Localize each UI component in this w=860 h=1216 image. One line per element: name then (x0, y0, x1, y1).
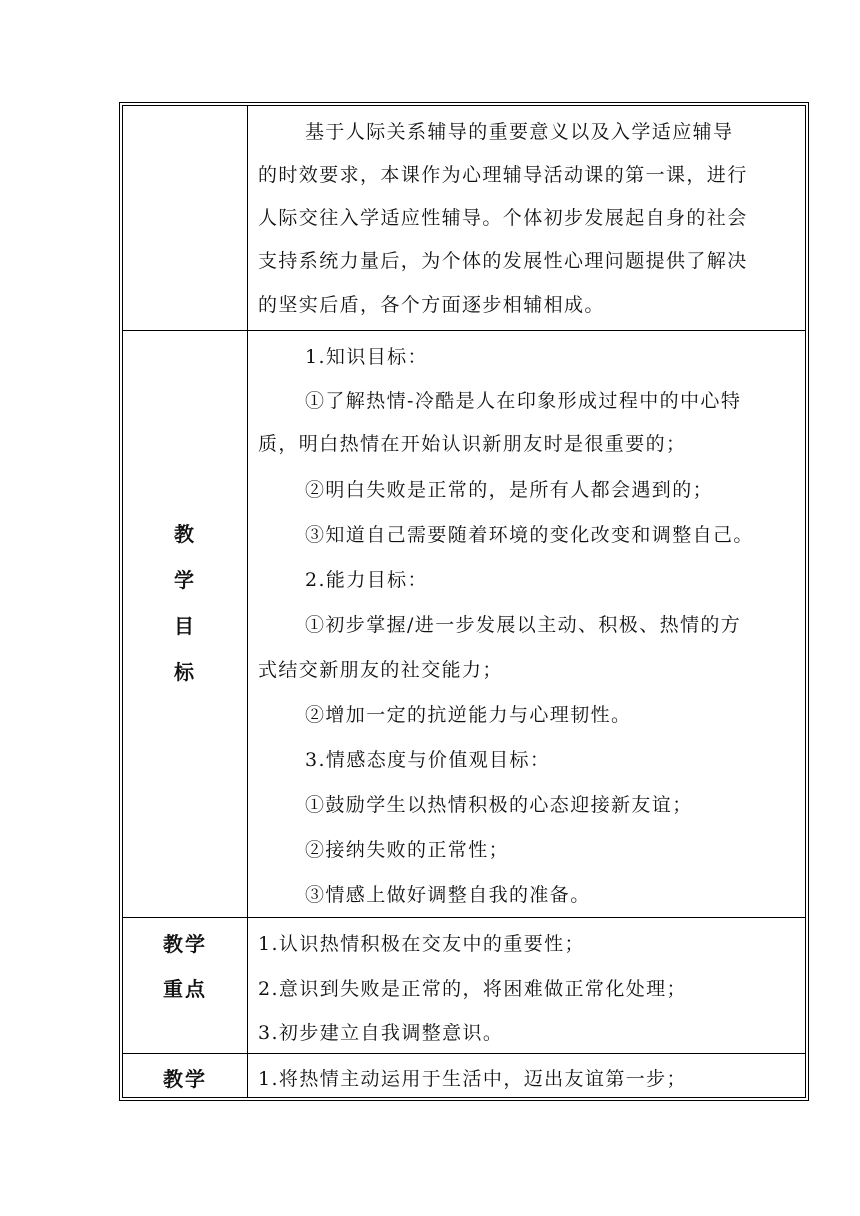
intro-line: 的时效要求，本课作为心理辅导活动课的第一课，进行 (258, 164, 748, 186)
objectives-line: 质，明白热情在开始认识新朋友时是很重要的； (258, 433, 687, 455)
row-divider-intro (123, 330, 805, 331)
intro-line: 的坚实后盾，各个方面逐步相辅相成。 (258, 294, 605, 316)
objectives-label-char: 学 (174, 568, 196, 592)
intro-line: 基于人际关系辅导的重要意义以及入学适应辅导 (305, 121, 734, 143)
intro-line: 人际交往入学适应性辅导。个体初步发展起自身的社会 (258, 207, 748, 229)
objectives-line: ②明白失败是正常的，是所有人都会遇到的； (305, 479, 714, 501)
key-points-line: 3.初步建立自我调整意识。 (258, 1022, 504, 1044)
row-divider-objectives (123, 917, 805, 918)
key-points-label: 重点 (163, 977, 207, 1001)
row-divider-key-points (123, 1053, 805, 1054)
objectives-line: ②接纳失败的正常性； (305, 839, 510, 861)
objectives-line: ①初步掌握/进一步发展以主动、积极、热情的方 (305, 614, 742, 636)
objectives-label-char: 教 (174, 522, 196, 546)
objectives-line: ③情感上做好调整自我的准备。 (305, 884, 591, 906)
objectives-line: ①了解热情-冷酷是人在印象形成过程中的中心特 (305, 390, 742, 412)
intro-line: 支持系统力量后，为个体的发展性心理问题提供了解决 (258, 250, 748, 272)
key-points-label: 教学 (163, 932, 207, 956)
objectives-line: 2.能力目标： (305, 569, 428, 591)
key-points-line: 1.认识热情积极在交友中的重要性； (258, 933, 585, 955)
difficulties-label: 教学 (163, 1067, 207, 1091)
column-divider (247, 106, 248, 1097)
objectives-line: ①鼓励学生以热情积极的心态迎接新友谊； (305, 794, 693, 816)
key-points-line: 2.意识到失败是正常的，将困难做正常化处理； (258, 978, 687, 1000)
document-table-frame (119, 102, 809, 1101)
difficulties-line: 1.将热情主动运用于生活中，迈出友谊第一步； (258, 1068, 687, 1090)
document-table (122, 105, 806, 1098)
objectives-line: 式结交新朋友的社交能力； (258, 659, 503, 681)
objectives-label-char: 标 (174, 660, 196, 684)
objectives-line: 1.知识目标： (305, 346, 428, 368)
objectives-line: 3.情感态度与价值观目标： (305, 749, 551, 771)
objectives-line: ③知道自己需要随着环境的变化改变和调整自己。 (305, 524, 754, 546)
objectives-label-char: 目 (174, 614, 196, 638)
objectives-line: ②增加一定的抗逆能力与心理韧性。 (305, 704, 632, 726)
